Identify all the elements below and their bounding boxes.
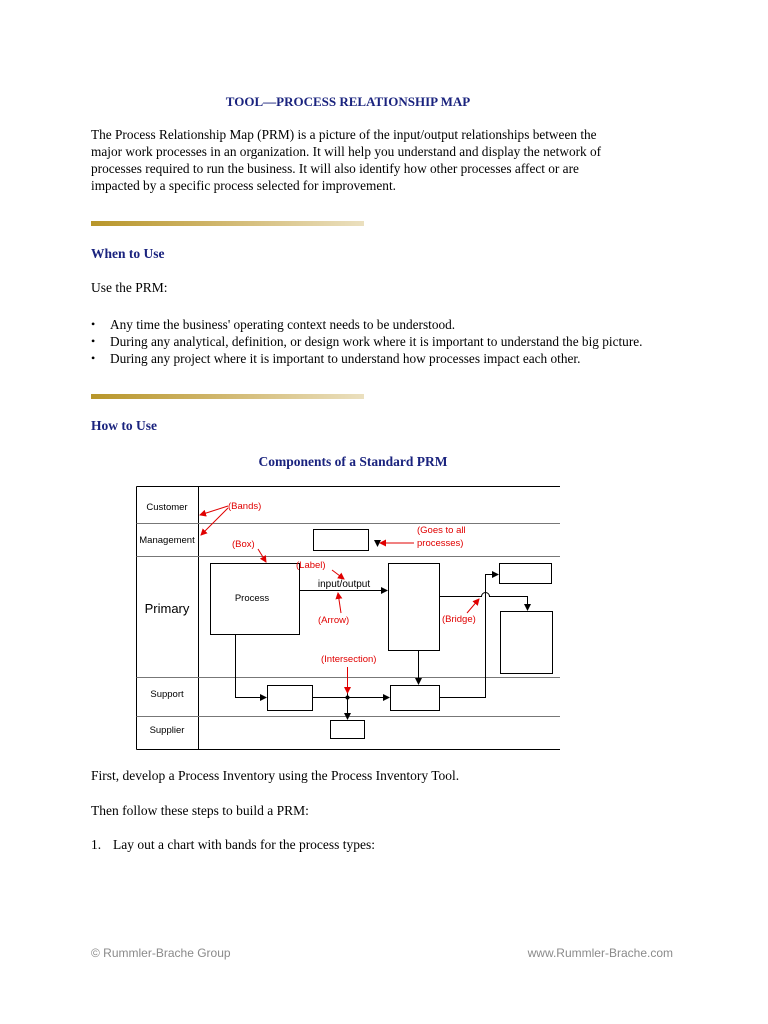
footer-copyright: © Rummler-Brache Group xyxy=(91,946,231,960)
diagram-title: Components of a Standard PRM xyxy=(258,454,448,469)
annotation-processes: processes) xyxy=(417,538,464,549)
section-divider xyxy=(91,394,364,399)
prm-diagram xyxy=(136,486,562,750)
when-to-use-list xyxy=(91,316,643,367)
band-label-primary: Primary xyxy=(144,601,190,616)
band-label-customer: Customer xyxy=(146,502,188,513)
support-box-left xyxy=(268,686,313,711)
supplier-box xyxy=(331,721,365,739)
steps-lead: Then follow these steps to build a PRM: xyxy=(91,803,309,818)
how-to-use-heading: How to Use xyxy=(91,418,157,433)
intersection-dot xyxy=(346,696,350,700)
when-to-use-heading: When to Use xyxy=(91,246,165,261)
annotation-arrow: (Arrow) xyxy=(318,615,350,626)
io-label: input/output xyxy=(317,579,371,590)
annotation-bands: (Bands) xyxy=(228,501,262,512)
annotation-bridge: (Bridge) xyxy=(442,614,476,625)
right-tall-box xyxy=(501,612,553,674)
list-item: • During any project where it is important to understand how processes impact each other. xyxy=(91,350,643,367)
center-process-box xyxy=(389,564,440,651)
process-boxes xyxy=(211,530,553,739)
intro-paragraph: The Process Relationship Map (PRM) is a picture of the input/output relationships between the major work processes in an organization. It will help you understand and display the network of processes required to run the business. It will also identify how other processes affect or are impacted by a specific process selected for improvement. xyxy=(91,127,602,193)
annotation-label: (Label) xyxy=(296,560,326,571)
step-intro: First, develop a Process Inventory using the Process Inventory Tool. xyxy=(91,768,460,783)
annotation-intersection: (Intersection) xyxy=(321,654,377,665)
annotation-goes-to-all: (Goes to all xyxy=(417,525,466,536)
right-top-box xyxy=(500,564,552,584)
step-text: Lay out a chart with bands for the process types: xyxy=(113,837,376,852)
step-1 xyxy=(91,837,375,853)
use-prm-lead: Use the PRM: xyxy=(91,280,168,295)
list-item: • During any analytical, definition, or design work where it is important to understand the big picture. xyxy=(91,333,643,350)
footer-website: www.Rummler-Brache.com xyxy=(527,946,673,960)
page-title: TOOL—PROCESS RELATIONSHIP MAP xyxy=(225,94,471,109)
band-label-supplier: Supplier xyxy=(149,725,185,736)
band-label-management: Management xyxy=(139,535,195,546)
step-number: 1. xyxy=(91,837,102,852)
band-label-support: Support xyxy=(150,689,184,700)
section-divider xyxy=(91,221,364,226)
process-label: Process xyxy=(234,593,270,604)
support-box-right xyxy=(391,686,440,711)
list-item: • Any time the business' operating context needs to be understood. xyxy=(91,316,643,333)
management-box xyxy=(314,530,369,551)
annotation-box: (Box) xyxy=(232,539,255,550)
